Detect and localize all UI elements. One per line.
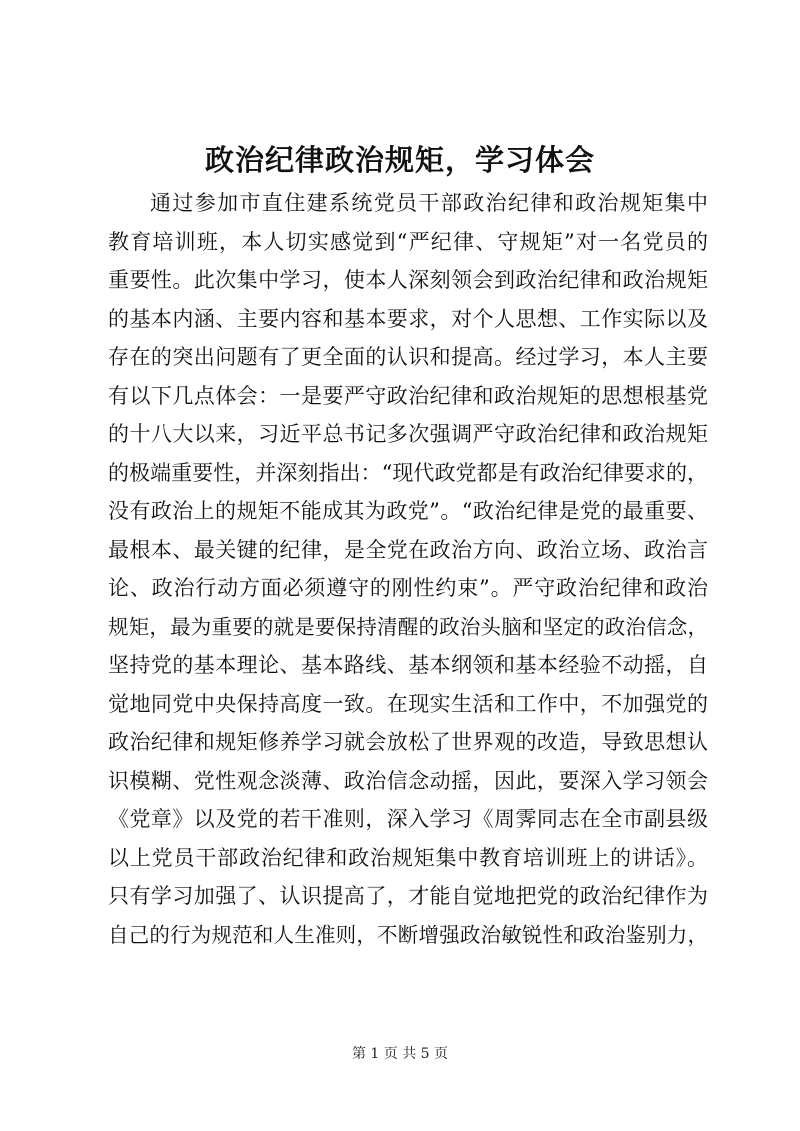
page-footer: 第 1 页 共 5 页 (351, 1046, 449, 1062)
text-line: 以上党员干部政治纪律和政治规矩集中教育培训班上的讲话》。 (108, 845, 708, 870)
text-line: 论、政治行动方面必须遵守的刚性约束”。严守政治纪律和政治 (108, 576, 708, 600)
text-line: 《党章》以及党的若干准则，深入学习《周霁同志在全市副县级 (108, 807, 708, 831)
text-line: 通过参加市直住建系统党员干部政治纪律和政治规矩集中 (150, 191, 708, 215)
text-line: 坚持党的基本理论、基本路线、基本纲领和基本经验不动摇，自 (108, 653, 708, 677)
text-line: 重要性。此次集中学习，使本人深刻领会到政治纪律和政治规矩 (108, 268, 708, 292)
text-line: 的基本内涵、主要内容和基本要求，对个人思想、工作实际以及 (108, 306, 708, 331)
text-line: 只有学习加强了、认识提高了，才能自觉地把党的政治纪律作为 (108, 884, 708, 908)
text-line: 觉地同党中央保持高度一致。在现实生活和工作中，不加强党的 (108, 691, 708, 716)
text-line: 存在的突出问题有了更全面的认识和提高。经过学习，本人主要 (108, 345, 708, 369)
text-line: 的十八大以来，习近平总书记多次强调严守政治纪律和政治规矩 (108, 422, 708, 446)
text-line: 有以下几点体会：一是要严守政治纪律和政治规矩的思想根基党 (108, 383, 708, 408)
text-line: 政治纪律和规矩修养学习就会放松了世界观的改造，导致思想认 (108, 730, 708, 754)
text-line: 自己的行为规范和人生准则，不断增强政治敏锐性和政治鉴别力， (108, 922, 708, 947)
text-line: 没有政治上的规矩不能成其为政党”。“政治纪律是党的最重要、 (108, 499, 708, 523)
text-line: 规矩，最为重要的就是要保持清醒的政治头脑和坚定的政治信念， (108, 614, 708, 639)
text-line: 识模糊、党性观念淡薄、政治信念动摇，因此，要深入学习领会 (108, 768, 708, 793)
body-paragraph (108, 184, 708, 954)
text-line: 教育培训班，本人切实感觉到“严纪律、守规矩”对一名党员的 (108, 229, 708, 254)
page-title: 政治纪律政治规矩，学习体会 (204, 143, 595, 177)
text-line: 最根本、最关键的纪律，是全党在政治方向、政治立场、政治言 (108, 537, 708, 562)
text-line: 的极端重要性，并深刻指出：“现代政党都是有政治纪律要求的， (108, 460, 708, 485)
